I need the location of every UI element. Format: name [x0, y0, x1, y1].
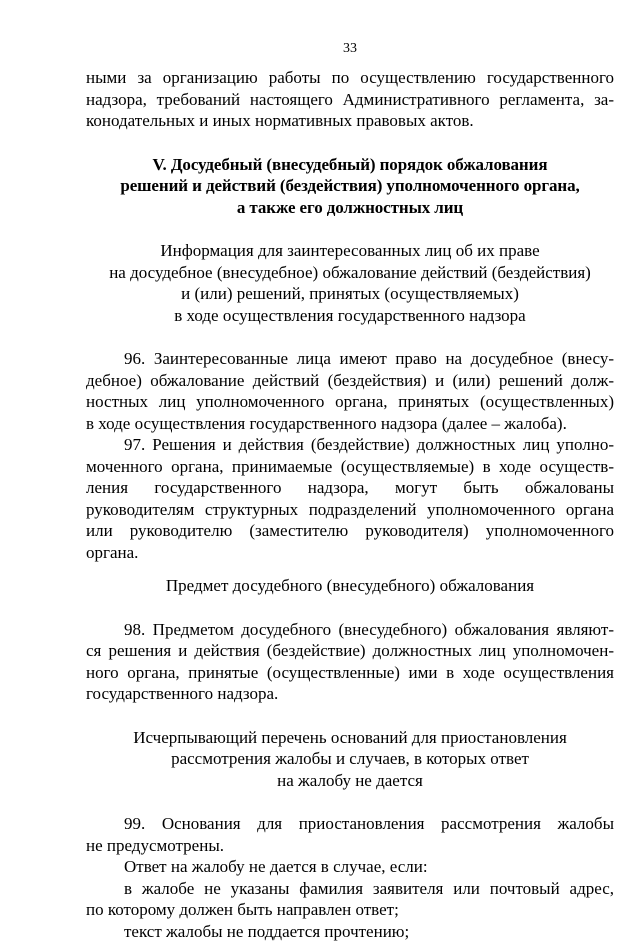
text-line: 96. Заинтересованные лица имеют право на досудебное (внесу-: [86, 348, 614, 370]
subheading-info: [86, 240, 614, 326]
text-line: органа.: [86, 542, 614, 564]
heading-line: на досудебное (внесудебное) обжалование действий (бездействия): [86, 262, 614, 284]
paragraph-98: [86, 619, 614, 705]
text-line: конодательных и иных нормативных правовых актов.: [86, 110, 614, 132]
heading-line: решений и действий (бездействия) уполномоченного органа,: [86, 175, 614, 197]
page-number: 33: [86, 40, 614, 58]
text-line: в ходе осуществления государственного надзора (далее – жалоба).: [86, 413, 614, 435]
heading-line: и (или) решений, принятых (осуществляемых): [86, 283, 614, 305]
text-line: надзора, требований настоящего Административного регламента, за-: [86, 89, 614, 111]
subheading-grounds: [86, 727, 614, 792]
paragraph-99: [86, 813, 614, 856]
subheading-subject: Предмет досудебного (внесудебного) обжалования: [86, 575, 614, 597]
text-line: дебное) обжалование действий (бездействия) и (или) решений долж-: [86, 370, 614, 392]
text-line: не предусмотрены.: [86, 835, 614, 857]
text-line: ностных лиц уполномоченного органа, принятых (осуществленных): [86, 391, 614, 413]
paragraph-case-1: [86, 878, 614, 921]
paragraph-answer: Ответ на жалобу не дается в случае, если:: [86, 856, 614, 878]
intro-paragraph: [86, 67, 614, 132]
heading-line: V. Досудебный (внесудебный) порядок обжалования: [86, 154, 614, 176]
text-line: ления государственного надзора, могут быть обжалованы: [86, 477, 614, 499]
text-line: в жалобе не указаны фамилия заявителя или почтовый адрес,: [86, 878, 614, 900]
heading-line: Исчерпывающий перечень оснований для приостановления: [86, 727, 614, 749]
paragraph-case-2: текст жалобы не поддается прочтению;: [86, 921, 614, 942]
document-page: [86, 40, 614, 942]
paragraph-96: [86, 348, 614, 434]
text-line: 99. Основания для приостановления рассмотрения жалобы: [86, 813, 614, 835]
text-line: ного органа, принятые (осуществленные) ими в ходе осуществления: [86, 662, 614, 684]
text-line: руководителям структурных подразделений уполномоченного органа: [86, 499, 614, 521]
text-line: государственного надзора.: [86, 683, 614, 705]
heading-line: Информация для заинтересованных лиц об их праве: [86, 240, 614, 262]
text-line: ся решения и действия (бездействие) должностных лиц уполномочен-: [86, 640, 614, 662]
text-line: 98. Предметом досудебного (внесудебного) обжалования являют-: [86, 619, 614, 641]
heading-line: а также его должностных лиц: [86, 197, 614, 219]
text-line: 97. Решения и действия (бездействие) должностных лиц уполно-: [86, 434, 614, 456]
text-line: по которому должен быть направлен ответ;: [86, 899, 614, 921]
heading-line: в ходе осуществления государственного надзора: [86, 305, 614, 327]
text-line: ными за организацию работы по осуществлению государственного: [86, 67, 614, 89]
heading-line: рассмотрения жалобы и случаев, в которых ответ: [86, 748, 614, 770]
heading-line: на жалобу не дается: [86, 770, 614, 792]
text-line: или руководителю (заместителю руководителя) уполномоченного: [86, 520, 614, 542]
text-line: моченного органа, принимаемые (осуществляемые) в ходе осуществ-: [86, 456, 614, 478]
paragraph-97: [86, 434, 614, 563]
section-title: [86, 154, 614, 219]
